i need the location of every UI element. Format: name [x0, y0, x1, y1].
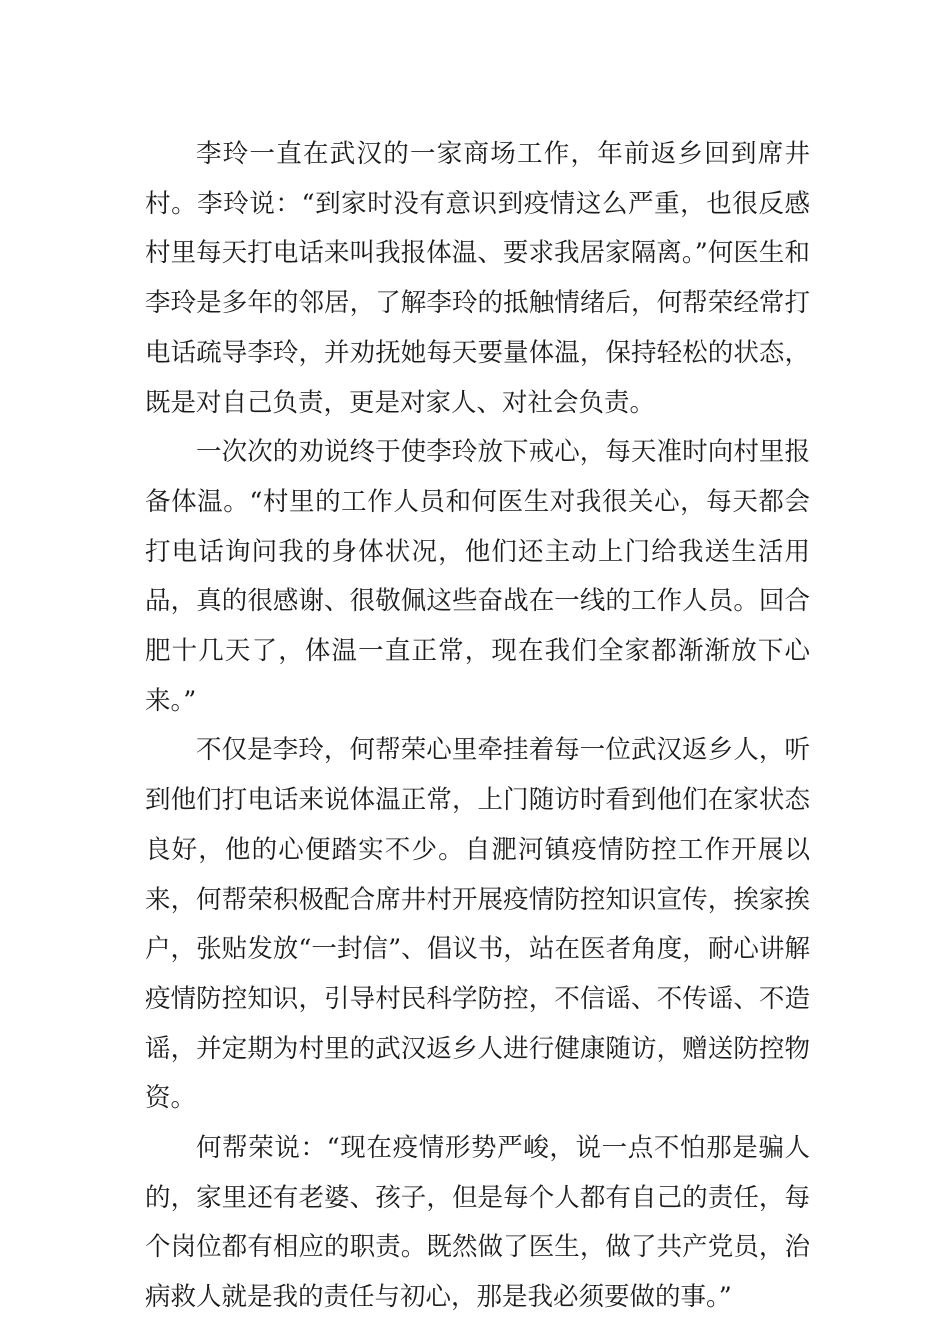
- paragraph-3: 不仅是李玲，何帮荣心里牵挂着每一位武汉返乡人，听到他们打电话来说体温正常，上门随访时看到他们在家状态良好，他的心便踏实不少。自淝河镇疫情防控工作开展以来，何帮荣积极配合席井村开展疫情防控知识宣传，挨家挨户，张贴发放“一封信”、倡议书，站在医者角度，耐心讲解疫情防控知识，引导村民科学防控，不信谣、不传谣、不造谣，并定期为村里的武汉返乡人进行健康随访，赠送防控物资。: [145, 735, 810, 1114]
- paragraph-2: 一次次的劝说终于使李玲放下戒心，每天准时向村里报备体温。“村里的工作人员和何医生对我很关心，每天都会打电话询问我的身体状况，他们还主动上门给我送生活用品，真的很感谢、很敬佩这些奋战在一线的工作人员。回合肥十几天了，体温一直正常，现在我们全家都渐渐放下心来。”: [145, 437, 810, 716]
- paragraph-1: 李玲一直在武汉的一家商场工作，年前返乡回到席井村。李玲说：“到家时没有意识到疫情这么严重，也很反感村里每天打电话来叫我报体温、要求我居家隔离。”何医生和李玲是多年的邻居，了解李玲的抵触情绪后，何帮荣经常打电话疏导李玲，并劝抚她每天要量体温，保持轻松的状态，既是对自己负责，更是对家人、对社会负责。: [145, 139, 810, 418]
- paragraph-4: 何帮荣说：“现在疫情形势严峻，说一点不怕那是骗人的，家里还有老婆、孩子，但是每个人都有自己的责任，每个岗位都有相应的职责。既然做了医生，做了共产党员，治病救人就是我的责任与初心，那是我必须要做的事。”: [145, 1133, 810, 1313]
- article-body: [145, 130, 810, 1323]
